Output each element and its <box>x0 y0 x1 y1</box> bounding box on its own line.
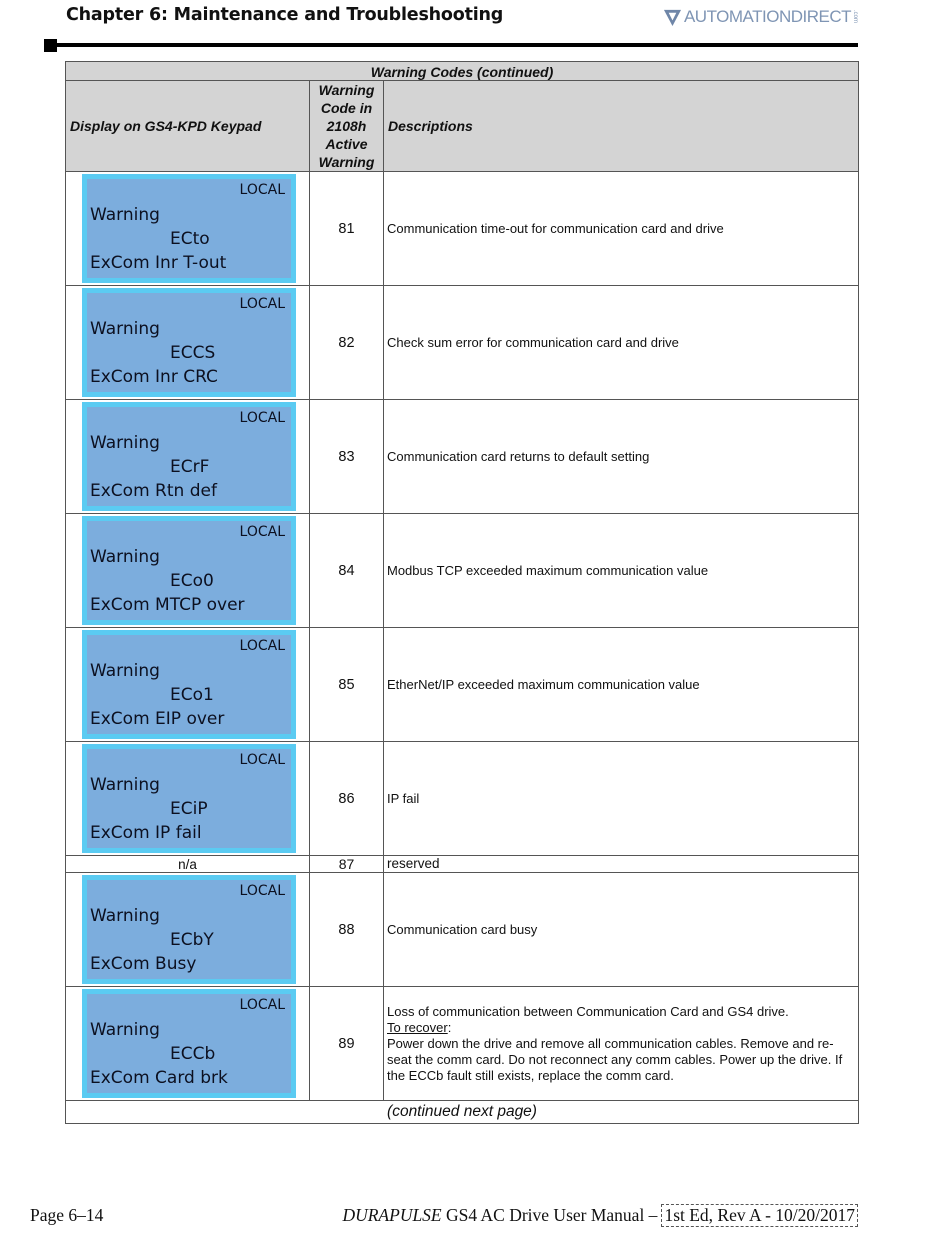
warning-code: 82 <box>310 286 384 400</box>
keypad-display-cell <box>66 987 310 1101</box>
table-row-na <box>66 856 859 873</box>
lcd-code: ECiP <box>170 799 208 819</box>
warning-code: 81 <box>310 172 384 286</box>
na-code: 87 <box>310 856 384 873</box>
keypad-screen <box>87 521 291 620</box>
lcd-local: LOCAL <box>239 410 285 426</box>
keypad-lcd <box>82 174 296 283</box>
keypad-lcd <box>82 402 296 511</box>
desc-recover: To recover <box>387 1019 448 1035</box>
lcd-local: LOCAL <box>239 296 285 312</box>
lcd-message: ExCom Inr T-out <box>90 253 227 273</box>
lcd-warning: Warning <box>90 205 160 225</box>
lcd-local: LOCAL <box>239 997 285 1013</box>
header-display: Display on GS4-KPD Keypad <box>66 81 310 172</box>
warning-code: 86 <box>310 742 384 856</box>
warning-description: IP fail <box>384 742 859 856</box>
lcd-warning: Warning <box>90 433 160 453</box>
lcd-message: ExCom Card brk <box>90 1068 228 1088</box>
lcd-code: ECo0 <box>170 571 214 591</box>
warning-code: 88 <box>310 873 384 987</box>
lcd-code: ECCS <box>170 343 216 363</box>
continued-note: (continued next page) <box>66 1101 859 1124</box>
keypad-display-cell <box>66 400 310 514</box>
brand-logo <box>663 6 858 28</box>
warning-description: Modbus TCP exceeded maximum communication value <box>384 514 859 628</box>
lcd-warning: Warning <box>90 775 160 795</box>
header-rule <box>50 43 858 47</box>
keypad-display-cell <box>66 286 310 400</box>
warning-code: 85 <box>310 628 384 742</box>
table-row-89 <box>66 987 859 1101</box>
keypad-screen <box>87 407 291 506</box>
warning-description <box>384 987 859 1101</box>
automationdirect-logo-icon <box>663 8 682 27</box>
manual-rest: GS4 AC Drive User Manual – <box>441 1205 658 1225</box>
lcd-message: ExCom IP fail <box>90 823 202 843</box>
warning-description: Communication time-out for communication card and drive <box>384 172 859 286</box>
brand-domain: .com <box>852 10 858 24</box>
desc-recover-colon: : <box>447 1019 452 1035</box>
keypad-screen <box>87 749 291 848</box>
warning-code: 83 <box>310 400 384 514</box>
keypad-display-cell <box>66 514 310 628</box>
lcd-message: ExCom Busy <box>90 954 197 974</box>
keypad-display-cell <box>66 742 310 856</box>
keypad-lcd <box>82 516 296 625</box>
keypad-screen <box>87 635 291 734</box>
lcd-message: ExCom Rtn def <box>90 481 217 501</box>
warning-code: 89 <box>310 987 384 1101</box>
manual-dura: DURA <box>342 1205 390 1225</box>
warning-codes-table <box>65 61 859 1124</box>
table-caption: Warning Codes (continued) <box>66 62 859 81</box>
lcd-code: ECCb <box>170 1044 216 1064</box>
brand-name: AUTOMATIONDIRECT <box>683 7 851 26</box>
keypad-display-cell <box>66 628 310 742</box>
keypad-display-cell <box>66 873 310 987</box>
desc-recover-line <box>387 1020 854 1036</box>
table-row <box>66 742 859 856</box>
lcd-message: ExCom MTCP over <box>90 595 245 615</box>
lcd-code: ECrF <box>170 457 210 477</box>
keypad-screen <box>87 994 291 1093</box>
lcd-local: LOCAL <box>239 182 285 198</box>
keypad-screen <box>87 293 291 392</box>
warning-description: Check sum error for communication card and drive <box>384 286 859 400</box>
lcd-warning: Warning <box>90 661 160 681</box>
warning-description: Communication card returns to default setting <box>384 400 859 514</box>
keypad-lcd <box>82 875 296 984</box>
na-desc: reserved <box>384 856 859 873</box>
keypad-screen <box>87 880 291 979</box>
page-number: Page 6–14 <box>30 1205 104 1225</box>
warning-description: Communication card busy <box>384 873 859 987</box>
keypad-lcd <box>82 288 296 397</box>
lcd-local: LOCAL <box>239 524 285 540</box>
header-descriptions: Descriptions <box>384 81 859 172</box>
desc-line1: Loss of communication between Communication Card and GS4 drive. <box>387 1003 789 1019</box>
lcd-code: ECbY <box>170 930 214 950</box>
lcd-local: LOCAL <box>239 752 285 768</box>
manual-pulse: PULSE <box>389 1205 442 1225</box>
table-row <box>66 286 859 400</box>
na-display: n/a <box>66 856 310 873</box>
lcd-warning: Warning <box>90 319 160 339</box>
edition-box: 1st Ed, Rev A - 10/20/2017 <box>661 1204 858 1227</box>
keypad-display-cell <box>66 172 310 286</box>
lcd-local: LOCAL <box>239 638 285 654</box>
lcd-warning: Warning <box>90 1020 160 1040</box>
lcd-message: ExCom Inr CRC <box>90 367 218 387</box>
table-row <box>66 514 859 628</box>
table-row <box>66 628 859 742</box>
keypad-lcd <box>82 744 296 853</box>
keypad-screen <box>87 179 291 278</box>
keypad-lcd <box>82 989 296 1098</box>
warning-description: EtherNet/IP exceeded maximum communication value <box>384 628 859 742</box>
lcd-warning: Warning <box>90 547 160 567</box>
lcd-local: LOCAL <box>239 883 285 899</box>
table-row <box>66 400 859 514</box>
lcd-code: ECo1 <box>170 685 214 705</box>
lcd-message: ExCom EIP over <box>90 709 225 729</box>
lcd-code: ECto <box>170 229 210 249</box>
manual-title <box>342 1204 858 1227</box>
desc-body: Power down the drive and remove all communication cables. Remove and re-seat the comm card. Do not reconnect any comm cables. Power up the drive. If the ECCb fault still exists, replace the comm card. <box>387 1035 843 1083</box>
chapter-title: Chapter 6: Maintenance and Troubleshooting <box>66 5 504 25</box>
table-row <box>66 873 859 987</box>
table-row <box>66 172 859 286</box>
warning-code: 84 <box>310 514 384 628</box>
header-code: Warning Code in 2108h Active Warning <box>310 81 384 172</box>
keypad-lcd <box>82 630 296 739</box>
lcd-warning: Warning <box>90 906 160 926</box>
